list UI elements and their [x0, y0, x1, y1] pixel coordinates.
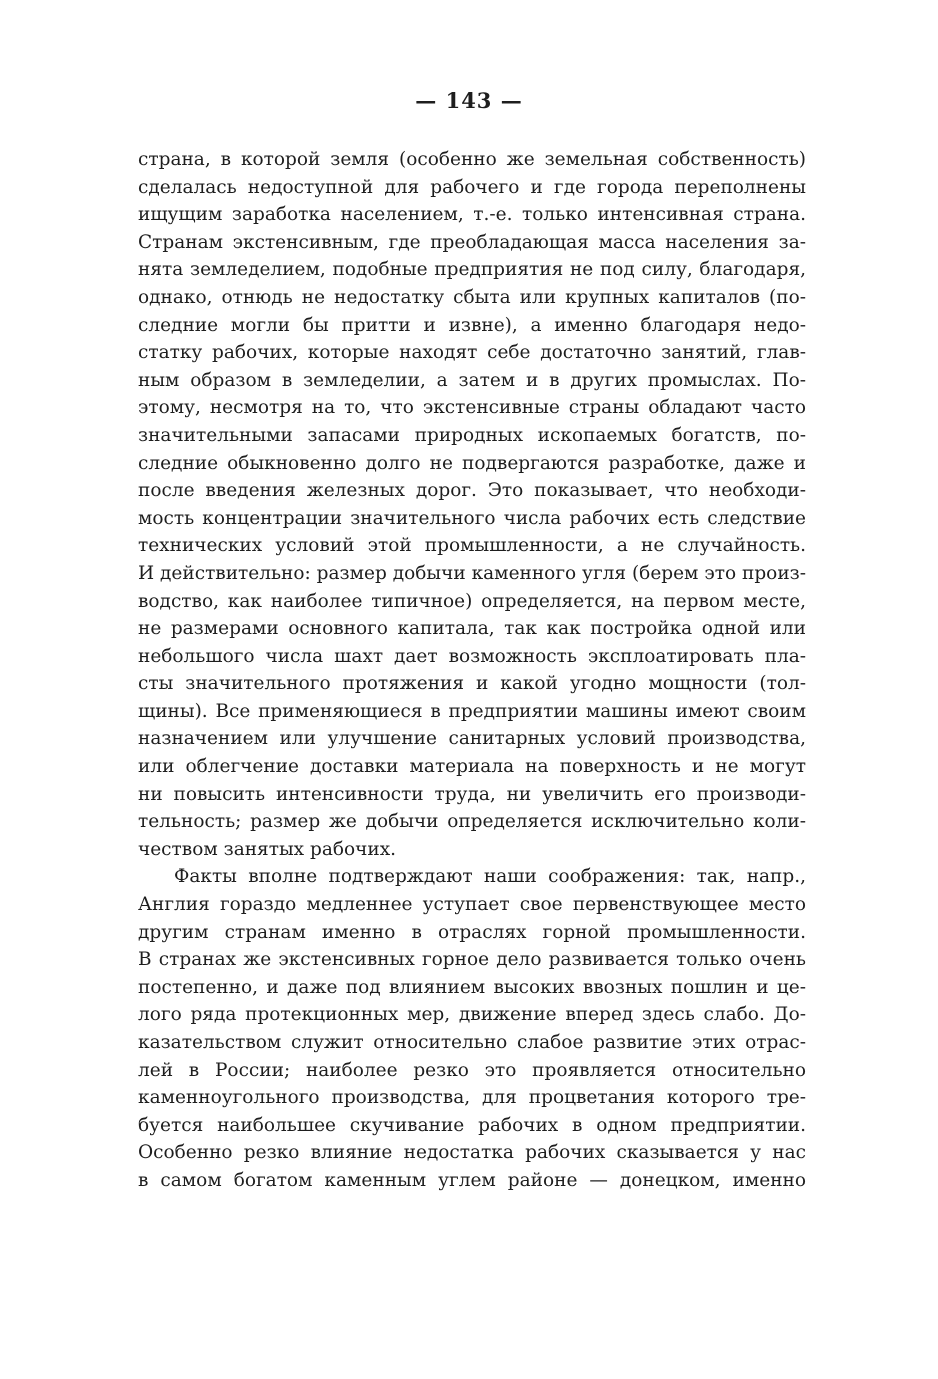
- text-line: после введения железных дорог. Это показывает, что необходи-: [138, 480, 806, 502]
- text-line: И действительно: размер добычи каменного угля (берем это произ-: [138, 562, 806, 584]
- text-line: буется наибольшее скучивание рабочих в одном предприятии.: [138, 1114, 806, 1136]
- text-line: Англия гораздо медленнее уступает свое первенствующее место: [138, 894, 806, 916]
- text-line: щины). Все применяющиеся в предприятии машины имеют своим: [138, 700, 806, 722]
- paragraph: [138, 146, 806, 863]
- text-line: следние могли бы притти и извне), а именно благодаря недо-: [138, 314, 806, 336]
- text-line: постепенно, и даже под влиянием высоких ввозных пошлин и це-: [138, 976, 806, 998]
- text-line: казательством служит относительно слабое развитие этих отрас-: [138, 1032, 806, 1053]
- text-line: статку рабочих, которые находят себе достаточно занятий, глав-: [138, 342, 806, 364]
- text-line: или облегчение доставки материала на поверхность и не могут: [138, 756, 806, 778]
- text-line: однако, отнюдь не недостатку сбыта или крупных капиталов (по-: [138, 286, 806, 308]
- text-line: лого ряда протекционных мер, движение вперед здесь слабо. До-: [138, 1004, 806, 1026]
- text-line: тельность; размер же добычи определяется исключительно коли-: [138, 811, 806, 833]
- text-line: лей в России; наиболее резко это проявляется относительно: [138, 1059, 806, 1081]
- text-line: ни повысить интенсивности труда, ни увеличить его производи-: [138, 783, 806, 805]
- text-line: сделалась недоступной для рабочего и где города переполнены: [138, 176, 806, 198]
- text-line: Факты вполне подтверждают наши соображения: так, напр.,: [174, 866, 806, 888]
- text-line: Особенно резко влияние недостатка рабочих сказывается у нас: [138, 1142, 806, 1164]
- text-line: нята земледелием, подобные предприятия не под силу, благодаря,: [138, 259, 806, 281]
- text-line: не размерами основного капитала, так как постройка одной или: [138, 618, 806, 640]
- text-line: ным образом в земледелии, а затем и в других промыслах. По-: [138, 369, 806, 391]
- text-line: Странам экстенсивным, где преобладающая масса населения за-: [138, 231, 806, 253]
- text-line: чеством занятых рабочих.: [138, 838, 397, 860]
- text-line: этому, несмотря на то, что экстенсивные страны обладают часто: [138, 397, 806, 419]
- body-text: [138, 146, 806, 1195]
- text-line: ищущим заработка населением, т.-е. только интенсивная страна.: [138, 204, 806, 226]
- text-line: технических условий этой промышленности, а не случайность.: [138, 535, 806, 557]
- paragraph: [138, 863, 806, 1194]
- text-line: в самом богатом каменным углем районе — донецком, именно: [138, 1169, 806, 1191]
- text-line: значительными запасами природных ископаемых богатств, по-: [138, 424, 806, 446]
- page-number: — 143 —: [415, 88, 523, 113]
- text-line: страна, в которой земля (особенно же земельная собственность): [138, 149, 806, 170]
- text-line: небольшого числа шахт дает возможность эксплоатировать пла-: [138, 645, 806, 667]
- text-line: водство, как наиболее типичное) определяется, на первом месте,: [138, 590, 806, 612]
- text-line: В странах же экстенсивных горное дело развивается только очень: [138, 949, 806, 971]
- text-line: следние обыкновенно долго не подвергаются разработке, даже и: [138, 452, 806, 474]
- text-line: мость концентрации значительного числа рабочих есть следствие: [138, 507, 806, 529]
- text-line: другим странам именно в отраслях горной промышленности.: [138, 921, 806, 943]
- text-line: каменноугольного производства, для процветания которого тре-: [138, 1087, 806, 1109]
- text-line: сты значительного протяжения и какой угодно мощности (тол-: [138, 673, 806, 695]
- text-line: назначением или улучшение санитарных условий производства,: [138, 728, 806, 750]
